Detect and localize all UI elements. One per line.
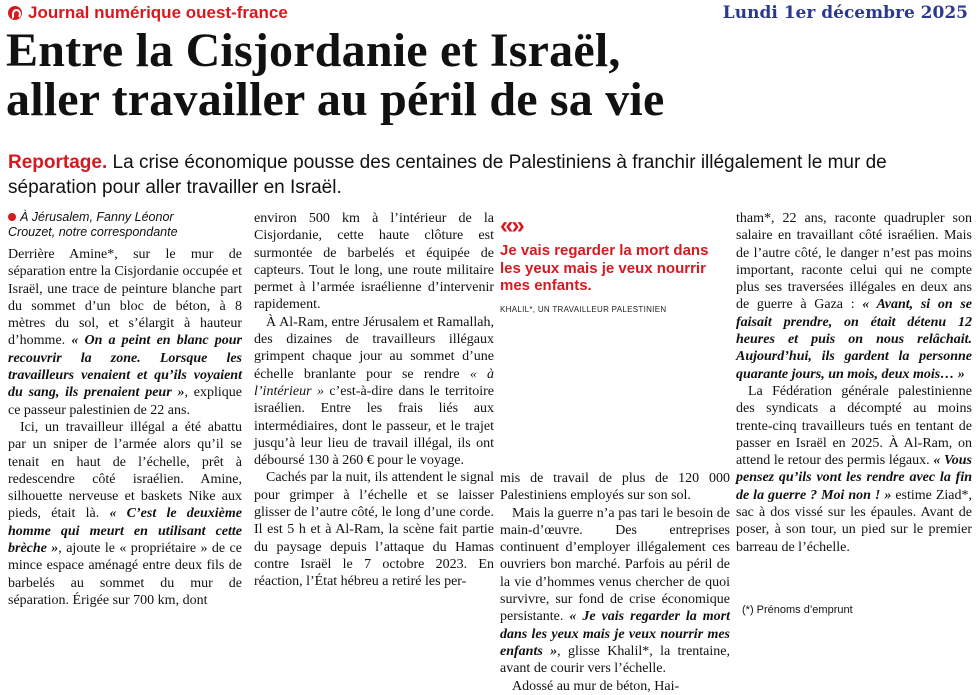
paragraph (500, 505, 730, 678)
quote-run: « Vous pensez qu’ils vont les rendre avec la fin de la guerre ? Moi non ! » (736, 453, 972, 503)
paragraph (254, 314, 494, 470)
headline (6, 26, 976, 124)
byline (8, 210, 242, 240)
pull-quote-text: Je vais regarder la mort dans les yeux mais je veux nourrir mes enfants. (500, 242, 709, 294)
text-run: , ajoute le « propriétaire » de ce mince espace aménagé entre deux fils de barbelés au sommet du mur de séparation. Érigée sur 700 km, dont (8, 541, 242, 608)
paragraph (8, 419, 242, 609)
text-run: La Fédération générale palestinienne des syndicats a décompté au moins trente-cinq travailleurs tués en tentant de passer en Israël en 2025. À Al-Ram, on attend le retour des permis légaux. (736, 383, 972, 469)
paragraph (736, 210, 972, 383)
paragraph: Adossé au mur de béton, Hai- (512, 678, 680, 694)
issue-date: Lundi 1er décembre 2025 (722, 3, 968, 23)
text-run: Derrière Amine*, sur le mur de séparation entre la Cisjordanie occupée et Israël, une trace de peinture blanche part du sommet d’un bloc de béton, à 8 mètres du sol, et s’élargit à hauteur d’homme. (8, 247, 242, 349)
quote-run: « On a peint en blanc pour recouvrir la zone. Lorsque les travailleurs venaient et qu’ils voyaient du sang, ils prenaient peur » (8, 333, 242, 401)
pull-quote-credit: KHALIL*, UN TRAVAILLEUR PALESTINIEN (500, 304, 667, 314)
standfirst (8, 150, 968, 200)
quote-run: « à l’intérieur » (254, 366, 495, 399)
text-run: tham*, 22 ans, raconte quadrupler son salaire en travaillant côté israélien. Mais de l’autre côté, le danger n’est pas moins important, raconte celui qui ne compte plus ses traversées illégales en deux ans de guerre à Gaza : (736, 211, 972, 313)
headline-line-1: Entre la Cisjordanie et Israël, (6, 24, 621, 77)
text-run: , glisse Khalil*, la trentaine, avant de courir vers l’échelle. (500, 643, 730, 677)
paragraph (736, 383, 972, 556)
footnote: (*) Prénoms d’emprunt (742, 604, 853, 616)
text-run: estime Ziad*, sac à dos vissé sur les épaules. Avant de poser, à son tour, un pied sur le premier barreau de l’échelle. (736, 487, 972, 555)
paragraph (8, 246, 242, 419)
quote-run: « C’est le deuxième homme qui meurt en utilisant cette brèche » (8, 506, 242, 557)
headline-line-2: aller travailler au péril de sa vie (6, 73, 665, 126)
paragraph: environ 500 km à l’intérieur de la Cisjordanie, cette haute clôture est surmontée de barbelés et équipée de capteurs. Tout le long, une route militaire permet à l’armée israélienne d’intervenir rapidement. (254, 211, 494, 313)
text-run: c’est-à-dire dans le territoire israélien. Entre les frais liés aux intermédiaires, dont le passeur, et le trajet jusqu’à leur lieu de travail illégal, ils ont déboursé 130 à 260 € pour le voyage. (254, 383, 495, 469)
column-2 (254, 210, 494, 591)
column-1 (8, 210, 242, 609)
quote-run: « Avant, si on se faisait prendre, on était détenu 12 heures et puis on nous relâchait. Aujourd’hui, ils gardent la personne quarante jours, un mois, deux mois… » (736, 297, 973, 382)
text-run: Mais la guerre n’a pas tari le besoin de main-d’œuvre. Des entreprises continuent d’employer illégalement ces ouvriers bon marché. Parfois au péril de la vie d’hommes venus chercher de quoi survivre, sur fond de crise économique persistante. (500, 505, 730, 625)
pull-quote (500, 212, 730, 314)
text-run: Ici, un travailleur illégal a été abattu par un sniper de l’armée alors qu’il se tenait en haut de l’échelle, prêt à redescendre côté israélien. Amine, silhouette nerveuse et baskets Nike aux pieds, était là. (8, 419, 242, 522)
text-run: À Al-Ram, entre Jérusalem et Ramallah, des dizaines de travailleurs illégaux grimpent chaque jour au sommet d’une échelle branlante pour se rendre (254, 314, 494, 382)
column-3 (500, 470, 730, 695)
text-run: , explique ce passeur palestinien de 22 ans. (8, 385, 242, 418)
paragraph: Cachés par la nuit, ils attendent le signal pour grimper à l’échelle et se laisser glisser de l’autre côté, le long d’une corde. Il est 5 h et à Al-Ram, la scène fait partie du paysage depuis l’attaque du Hamas contre Israël le 7 octobre 2023. En réaction, l’État hébreu a retiré les per- (254, 470, 494, 590)
bullet-icon (8, 213, 16, 221)
column-4 (736, 210, 972, 556)
kicker: Reportage. (8, 152, 108, 173)
standfirst-text: La crise économique pousse des centaines de Palestiniens à franchir illégalement le mur de séparation pour aller travailler en Israël. (8, 152, 887, 198)
quote-marks-icon: «» (500, 212, 523, 239)
byline-line-2: Crouzet, notre correspondante (8, 225, 178, 239)
byline-line-1: À Jérusalem, Fanny Léonor (20, 210, 174, 224)
paragraph: mis de travail de plus de 120 000 Palestiniens employés sur son sol. (500, 471, 730, 504)
publication-name: Journal numérique ouest-france (28, 3, 288, 22)
ouest-france-logo-icon (8, 6, 22, 20)
quote-run: « Je vais regarder la mort dans les yeux mais je veux nourrir mes enfants » (500, 609, 731, 659)
